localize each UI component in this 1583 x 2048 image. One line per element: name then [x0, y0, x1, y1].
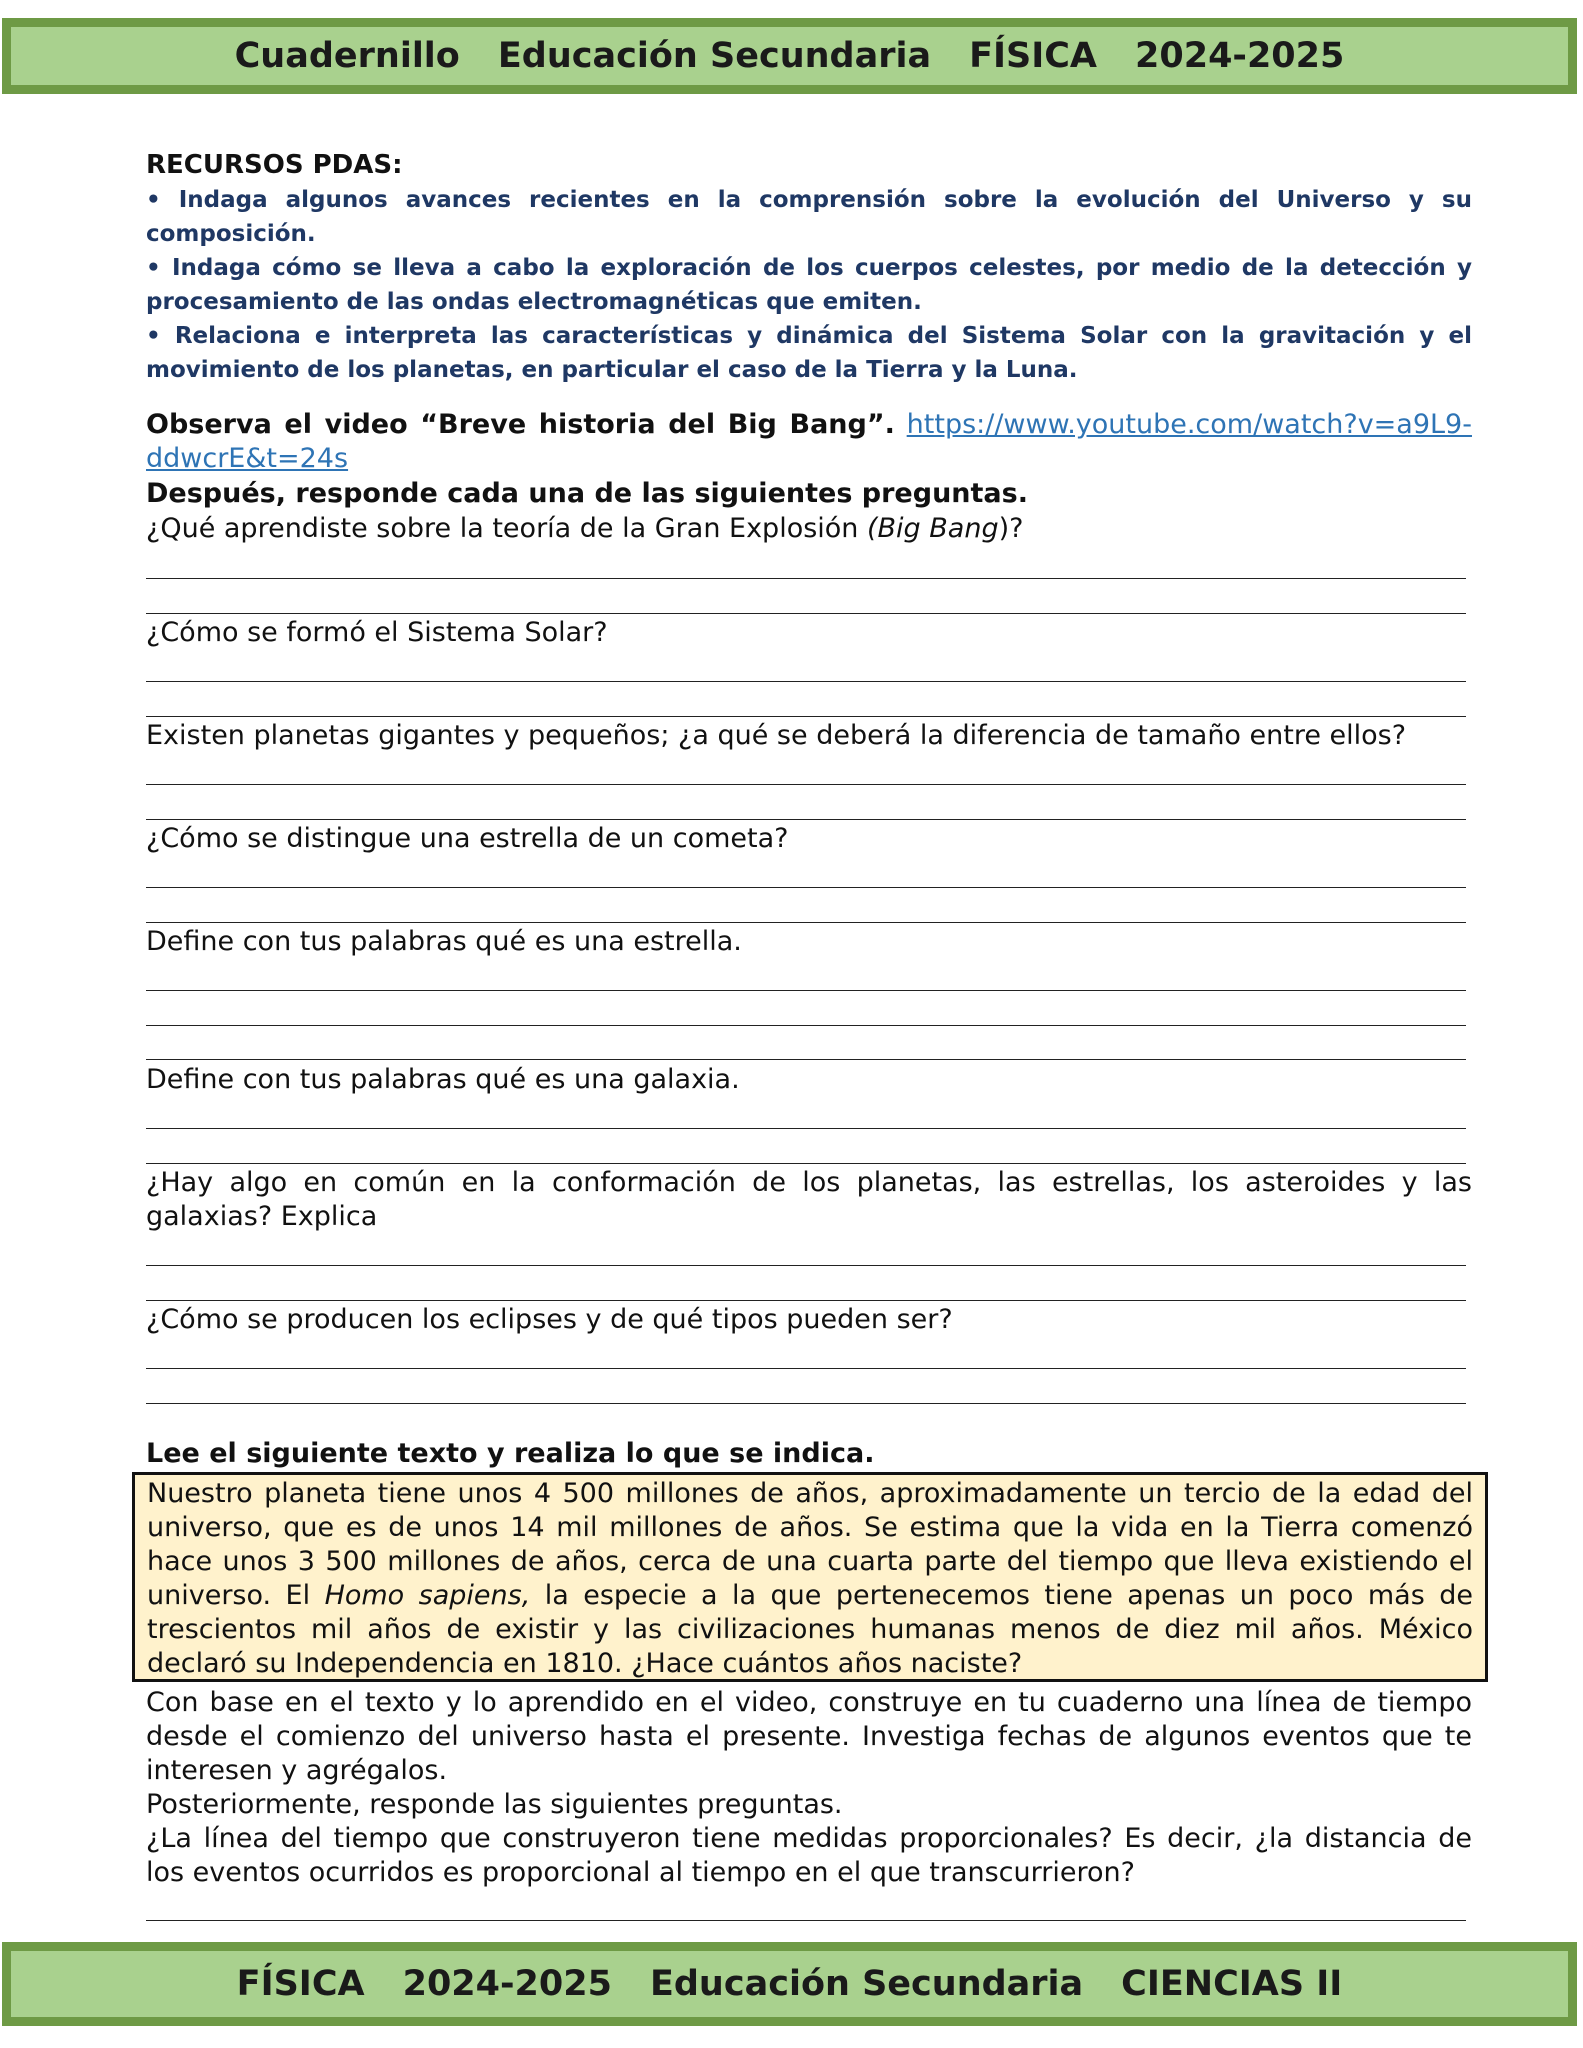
reading-title: Lee el siguiente texto y realiza lo que se indica.	[146, 1438, 875, 1469]
final-question: ¿La línea del tiempo que construyeron tiene medidas proporcionales? Es decir, ¿la distancia de los eventos ocurridos es proporcional al tiempo en el que transcurrieron?	[146, 1823, 1472, 1888]
pdas-item: • Indaga algunos avances recientes en la comprensión sobre la evolución del Universo y su composición.	[146, 187, 1472, 247]
video-lead: Observa el video “Breve historia del Big Bang”.	[146, 409, 895, 440]
task-text: Con base en el texto y lo aprendido en el video, construye en tu cuaderno una línea de tiempo desde el comienzo del universo hasta el presente. Investiga fechas de algunos eventos que te interesen y agrégalos.	[146, 1687, 1472, 1786]
header-item: 2024-2025	[1135, 36, 1345, 76]
question-6: Define con tus palabras qué es una galaxia.	[146, 1064, 740, 1095]
timeline-task	[146, 1686, 1472, 1890]
question-2: ¿Cómo se formó el Sistema Solar?	[146, 617, 608, 648]
answer-line[interactable]	[146, 1920, 1466, 1921]
video-link[interactable]: https://www.youtube.com/watch?v=a9L9-ddwcrE&t=24s	[146, 409, 1472, 474]
header-item: Cuadernillo	[234, 36, 460, 76]
footer-item: FÍSICA	[236, 1964, 365, 2004]
video-paragraph	[146, 408, 1472, 476]
footer-item: Educación Secundaria	[649, 1964, 1084, 2004]
footer-item: CIENCIAS II	[1121, 1964, 1343, 2004]
answer-line[interactable]	[146, 819, 1466, 820]
answer-line[interactable]	[146, 1368, 1466, 1369]
answer-line[interactable]	[146, 613, 1466, 614]
answer-line[interactable]	[146, 1403, 1466, 1404]
pdas-list	[146, 183, 1472, 387]
answer-line[interactable]	[146, 1163, 1466, 1164]
question-5: Define con tus palabras qué es una estrella.	[146, 926, 742, 957]
footer-item: 2024-2025	[402, 1964, 612, 2004]
answer-line[interactable]	[146, 922, 1466, 923]
question-1: ¿Qué aprendiste sobre la teoría de la Gran Explosión (Big Bang)?	[146, 513, 1024, 544]
answer-line[interactable]	[146, 990, 1466, 991]
pdas-title: RECURSOS PDAS:	[146, 150, 403, 180]
header-item: Educación Secundaria	[497, 36, 932, 76]
answer-line[interactable]	[146, 784, 1466, 785]
answer-line[interactable]	[146, 681, 1466, 682]
answer-line[interactable]	[146, 1128, 1466, 1129]
answer-line[interactable]	[146, 1265, 1466, 1266]
answer-line[interactable]	[146, 887, 1466, 888]
next-text: Posteriormente, responde las siguientes preguntas.	[146, 1789, 843, 1820]
answer-line[interactable]	[146, 578, 1466, 579]
footer-banner	[2, 1942, 1577, 2026]
answer-line[interactable]	[146, 1300, 1466, 1301]
pdas-item: • Relaciona e interpreta las características y dinámica del Sistema Solar con la gravitación y el movimiento de los planetas, en particular el caso de la Tierra y la Luna.	[146, 323, 1472, 383]
instruction: Después, responde cada una de las siguientes preguntas.	[146, 478, 1028, 509]
question-7: ¿Hay algo en común en la conformación de los planetas, las estrellas, los asteroides y las galaxias? Explica	[146, 1167, 1472, 1232]
pdas-item: • Indaga cómo se lleva a cabo la exploración de los cuerpos celestes, por medio de la detección y procesamiento de las ondas electromagnéticas que emiten.	[146, 255, 1472, 315]
question-8: ¿Cómo se producen los eclipses y de qué tipos pueden ser?	[146, 1304, 953, 1335]
header-banner	[2, 18, 1577, 94]
header-item: FÍSICA	[969, 36, 1098, 76]
answer-line[interactable]	[146, 1025, 1466, 1026]
reading-box: Nuestro planeta tiene unos 4 500 millones de años, aproximadamente un tercio de la edad del universo, que es de unos 14 mil millones de años. Se estima que la vida en la Tierra comenzó hace unos 3 500 millones de años, cerca de una cuarta parte del tiempo que lleva existiendo el universo. El Homo sapiens, la especie a la que pertenecemos tiene apenas un poco más de trescientos mil años de existir y las civilizaciones humanas menos de diez mil años. México declaró su Independencia en 1810. ¿Hace cuántos años naciste?	[132, 1472, 1488, 1682]
question-4: ¿Cómo se distingue una estrella de un cometa?	[146, 823, 789, 854]
answer-line[interactable]	[146, 716, 1466, 717]
question-3: Existen planetas gigantes y pequeños; ¿a qué se deberá la diferencia de tamaño entre ellos?	[146, 720, 1407, 751]
answer-line[interactable]	[146, 1059, 1466, 1060]
